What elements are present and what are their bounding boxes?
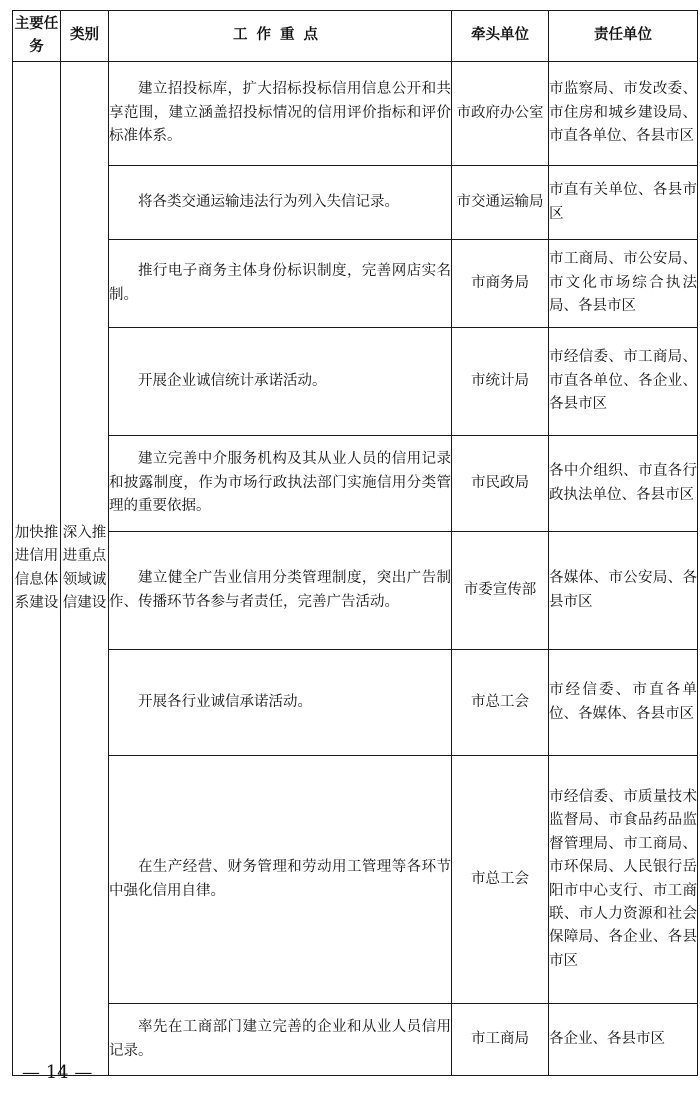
focus-cell (109, 328, 452, 436)
focus-text: 将各类交通运输违法行为列入失信记录。 (138, 193, 399, 210)
lead-cell: 市商务局 (452, 240, 549, 328)
header-category: 类别 (61, 11, 109, 62)
focus-cell (109, 532, 452, 650)
lead-cell: 市交通运输局 (452, 166, 549, 240)
focus-cell (109, 650, 452, 756)
header-focus: 工作重点 (109, 11, 452, 62)
focus-text: 率先在工商部门建立完善的企业和从业人员信用记录。 (109, 1019, 451, 1059)
lead-cell: 市委宣传部 (452, 532, 549, 650)
focus-text: 开展企业诚信统计承诺活动。 (138, 372, 327, 389)
header-lead: 牵头单位 (452, 11, 549, 62)
focus-cell (109, 756, 452, 1004)
category-cell: 深入推进重点领域诚信建设 (61, 62, 109, 1076)
header-responsible: 责任单位 (549, 11, 698, 62)
table-row (13, 756, 698, 1004)
responsible-cell: 各中介组织、市直各行政执法单位、各县市区 (549, 436, 698, 532)
focus-text: 建立完善中介服务机构及其从业人员的信用记录和披露制度，作为市场行政执法部门实施信用分类管理的重要依据。 (109, 451, 451, 515)
focus-text: 开展各行业诚信承诺活动。 (138, 693, 312, 710)
focus-cell (109, 62, 452, 166)
task-cell: 加快推进信用信息体系建设 (13, 62, 61, 1076)
lead-cell: 市民政局 (452, 436, 549, 532)
table-row (13, 328, 698, 436)
responsible-cell: 市监察局、市发改委、市住房和城乡建设局、市直各单位、各县市区 (549, 62, 698, 166)
responsible-cell: 市直有关单位、各县市区 (549, 166, 698, 240)
header-row (13, 11, 698, 62)
table-row (13, 240, 698, 328)
focus-cell (109, 240, 452, 328)
table-row (13, 1004, 698, 1076)
lead-cell: 市总工会 (452, 756, 549, 1004)
responsible-cell: 各媒体、市公安局、各县市区 (549, 532, 698, 650)
focus-cell (109, 1004, 452, 1076)
focus-text: 建立招投标库，扩大招标投标信用信息公开和共享范围，建立涵盖招投标情况的信用评价指标和评价标准体系。 (109, 81, 451, 145)
responsible-cell: 市经信委、市直各单位、各媒体、各县市区 (549, 650, 698, 756)
work-plan-table (12, 10, 698, 1076)
table-row (13, 62, 698, 166)
focus-text: 推行电子商务主体身份标识制度，完善网店实名制。 (109, 263, 451, 303)
lead-cell: 市总工会 (452, 650, 549, 756)
focus-cell (109, 166, 452, 240)
focus-cell (109, 436, 452, 532)
lead-cell: 市统计局 (452, 328, 549, 436)
lead-cell: 市工商局 (452, 1004, 549, 1076)
focus-text: 在生产经营、财务管理和劳动用工管理等各环节中强化信用自律。 (109, 859, 451, 899)
responsible-cell: 市经信委、市质量技术监督局、市食品药品监督管理局、市工商局、市环保局、人民银行岳阳市中心支行、市工商联、市人力资源和社会保障局、各企业、各县市区 (549, 756, 698, 1004)
header-task: 主要任务 (13, 11, 61, 62)
table-row (13, 532, 698, 650)
responsible-cell: 各企业、各县市区 (549, 1004, 698, 1076)
table-row (13, 166, 698, 240)
page-number: — 14 — (22, 1062, 93, 1083)
responsible-cell: 市工商局、市公安局、市文化市场综合执法局、各县市区 (549, 240, 698, 328)
table-row (13, 436, 698, 532)
lead-cell: 市政府办公室 (452, 62, 549, 166)
table-row (13, 650, 698, 756)
focus-text: 建立健全广告业信用分类管理制度，突出广告制作、传播环节各参与者责任，完善广告活动。 (109, 570, 451, 610)
responsible-cell: 市经信委、市工商局、市直各单位、各企业、各县市区 (549, 328, 698, 436)
